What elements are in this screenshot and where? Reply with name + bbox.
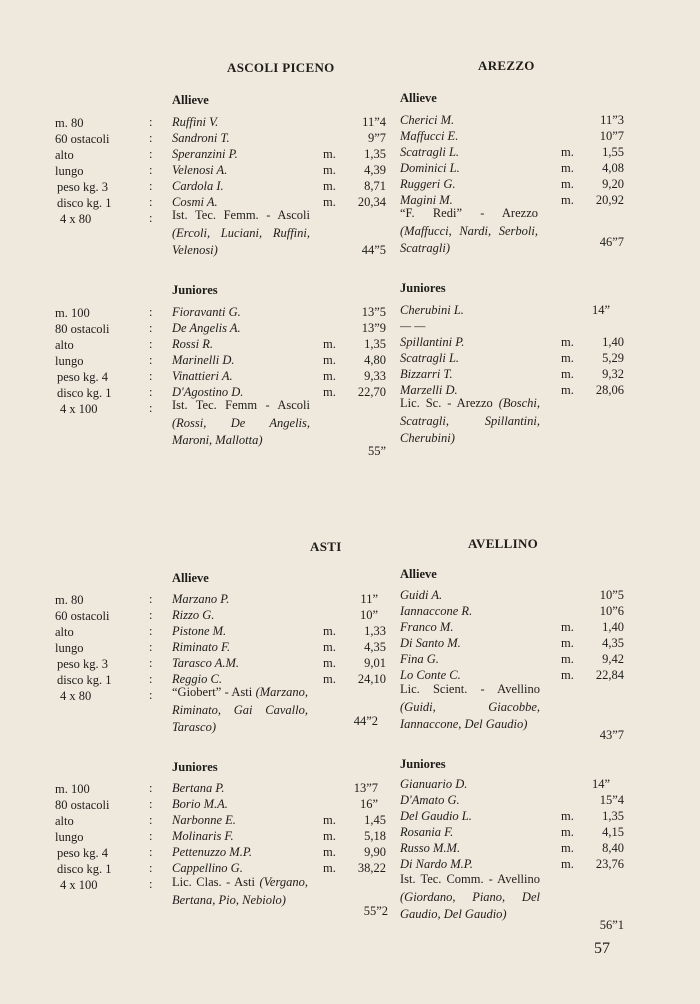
relay-team-name: Lic. Clas. - Asti: [172, 875, 255, 889]
colon-separator: :: [149, 369, 153, 383]
unit-label: m.: [561, 809, 574, 823]
unit-label: m.: [561, 668, 574, 682]
event-label: lungo: [55, 641, 84, 655]
province-heading-arezzo: AREZZO: [478, 58, 535, 73]
relay-team: [172, 684, 308, 737]
category-heading: Juniores: [400, 757, 446, 771]
event-label: alto: [55, 338, 74, 352]
athlete-name: Spillantini P.: [400, 335, 465, 349]
result-value: 9,33: [364, 369, 386, 383]
athlete-name: Bizzarri T.: [400, 367, 453, 381]
event-label: lungo: [55, 830, 84, 844]
unit-label: m.: [561, 193, 574, 207]
colon-separator: :: [149, 321, 153, 335]
result-value: 14”: [591, 777, 610, 791]
athlete-name: Rosania F.: [400, 825, 454, 839]
relay-team: [172, 207, 310, 260]
athlete-name: Velenosi A.: [172, 163, 228, 177]
result-value: 4,35: [602, 636, 624, 650]
unit-label: m.: [323, 353, 336, 367]
result-value: 14”: [591, 303, 610, 317]
event-label: m. 80: [55, 116, 84, 130]
athlete-name: Maffucci E.: [400, 129, 459, 143]
colon-separator: :: [149, 211, 153, 225]
colon-separator: :: [149, 640, 153, 654]
result-value: 1,45: [364, 813, 386, 827]
result-value: 10”7: [599, 129, 624, 143]
athlete-name: Cardola I.: [172, 179, 224, 193]
result-value: 9,32: [602, 367, 624, 381]
relay-team-name: Ist. Tec. Comm. - Avellino: [400, 872, 540, 886]
relay-team-name: “F. Redi” - Arezzo: [400, 206, 538, 220]
athlete-name: Ruffini V.: [172, 115, 219, 129]
event-label: lungo: [55, 164, 84, 178]
result-value: 1,35: [602, 809, 624, 823]
athlete-name: Marzano P.: [172, 592, 230, 606]
athlete-name: Guidi A.: [400, 588, 443, 602]
result-value: 8,71: [364, 179, 386, 193]
unit-label: m.: [323, 179, 336, 193]
athlete-name: Rizzo G.: [172, 608, 215, 622]
result-value: 9”7: [367, 131, 386, 145]
relay-members: (Rossi, De Angelis, Maroni, Mallotta): [172, 415, 310, 447]
result-value: 9,01: [364, 656, 386, 670]
result-value: 11”3: [600, 113, 624, 127]
unit-label: m.: [561, 351, 574, 365]
result-value: 23,76: [595, 857, 624, 871]
athlete-name: Fioravanti G.: [172, 305, 241, 319]
relay-team: [400, 871, 540, 924]
colon-separator: :: [149, 353, 153, 367]
athlete-name: Borio M.A.: [172, 797, 228, 811]
athlete-name: De Angelis A.: [172, 321, 241, 335]
event-label: 4 x 80: [60, 212, 92, 226]
relay-members: (Maffucci, Nardi, Serboli, Scatragli): [400, 223, 538, 255]
result-value: 4,15: [602, 825, 624, 839]
result-value: 9,42: [602, 652, 624, 666]
relay-team-name: Lic. Scient. - Avellino: [400, 682, 540, 696]
colon-separator: :: [149, 861, 153, 875]
unit-label: m.: [561, 620, 574, 634]
athlete-name: Iannaccone R.: [400, 604, 473, 618]
result-value: 13”9: [361, 321, 386, 335]
unit-label: m.: [561, 367, 574, 381]
unit-label: m.: [323, 672, 336, 686]
result-value: 22,70: [357, 385, 386, 399]
result-value: 4,08: [602, 161, 624, 175]
relay-members: (Giordano, Piano, Del Gaudio, Del Gaudio): [400, 889, 540, 921]
result-value: 10”6: [599, 604, 624, 618]
unit-label: m.: [561, 335, 574, 349]
colon-separator: :: [149, 845, 153, 859]
athlete-name: Sandroni T.: [172, 131, 230, 145]
relay-team-name: “Giobert” - Asti: [172, 685, 253, 699]
relay-team: [172, 397, 310, 450]
athlete-name: Bertana P.: [172, 781, 225, 795]
unit-label: m.: [561, 383, 574, 397]
event-label: peso kg. 3: [57, 657, 109, 671]
unit-label: m.: [561, 177, 574, 191]
category-heading: Allieve: [400, 567, 437, 581]
category-heading: Juniores: [172, 760, 218, 774]
relay-team: [400, 681, 540, 734]
result-value: 15”4: [599, 793, 624, 807]
result-value: 38,22: [357, 861, 386, 875]
colon-separator: :: [149, 401, 153, 415]
athlete-name: Scatragli L.: [400, 145, 460, 159]
result-value: 20,92: [595, 193, 624, 207]
unit-label: m.: [561, 636, 574, 650]
unit-label: m.: [561, 841, 574, 855]
athlete-name: Molinaris F.: [172, 829, 234, 843]
relay-result: 44”5: [361, 243, 386, 257]
relay-result: 55”: [367, 444, 386, 458]
relay-result: 56”1: [599, 918, 624, 932]
athlete-name: Marzelli D.: [400, 383, 458, 397]
unit-label: m.: [323, 813, 336, 827]
category-heading: Allieve: [172, 93, 209, 107]
category-heading: Juniores: [172, 283, 218, 297]
result-value: 4,80: [364, 353, 386, 367]
event-label: disco kg. 1: [57, 673, 112, 687]
result-value: 16”: [359, 797, 378, 811]
relay-team: [400, 205, 538, 258]
colon-separator: :: [149, 797, 153, 811]
result-value: 10”5: [599, 588, 624, 602]
event-label: alto: [55, 814, 74, 828]
colon-separator: :: [149, 656, 153, 670]
result-value: 28,06: [595, 383, 624, 397]
relay-members: (Boschi, Scatragli, Spillantini, Cherubini): [400, 396, 541, 445]
colon-separator: :: [149, 877, 153, 891]
unit-label: m.: [323, 829, 336, 843]
result-value: 1,35: [364, 337, 386, 351]
unit-label: m.: [323, 385, 336, 399]
colon-separator: :: [149, 781, 153, 795]
page-number: 57: [594, 940, 610, 957]
athlete-name: Russo M.M.: [400, 841, 461, 855]
athlete-name: Cherici M.: [400, 113, 455, 127]
relay-team-name: Ist. Tec. Femm. - Ascoli: [172, 208, 310, 222]
event-label: 4 x 100: [60, 878, 98, 892]
athlete-name: Di Nardo M.P.: [400, 857, 473, 871]
athlete-name: Magini M.: [400, 193, 453, 207]
relay-result: 46”7: [599, 235, 624, 249]
result-value: 4,35: [364, 640, 386, 654]
athlete-name: Gianuario D.: [400, 777, 468, 791]
athlete-name: Narbonne E.: [172, 813, 236, 827]
unit-label: m.: [323, 861, 336, 875]
colon-separator: :: [149, 672, 153, 686]
category-heading: Juniores: [400, 281, 446, 295]
result-value: 1,40: [602, 335, 624, 349]
relay-team: [172, 874, 308, 909]
result-value: 1,35: [364, 147, 386, 161]
colon-separator: :: [149, 608, 153, 622]
colon-separator: :: [149, 337, 153, 351]
athlete-name: Speranzini P.: [172, 147, 238, 161]
province-heading-asti: ASTI: [310, 539, 342, 554]
colon-separator: :: [149, 592, 153, 606]
unit-label: m.: [323, 845, 336, 859]
category-heading: Allieve: [172, 571, 209, 585]
athlete-name: Cappellino G.: [172, 861, 243, 875]
athlete-name: Del Gaudio L.: [400, 809, 472, 823]
athlete-name: D'Amato G.: [400, 793, 460, 807]
result-value: 10”: [359, 608, 378, 622]
event-label: m. 80: [55, 593, 84, 607]
result-value: 1,40: [602, 620, 624, 634]
unit-label: m.: [561, 652, 574, 666]
unit-label: m.: [323, 337, 336, 351]
athlete-name: Cherubini L.: [400, 303, 464, 317]
event-label: disco kg. 1: [57, 862, 112, 876]
unit-label: m.: [323, 640, 336, 654]
relay-members: (Marzano, Riminato, Gai Cavallo, Tarasco): [172, 685, 309, 734]
unit-label: m.: [561, 161, 574, 175]
athlete-name: Cosmi A.: [172, 195, 218, 209]
athlete-name: Ruggeri G.: [400, 177, 456, 191]
result-value: 1,33: [364, 624, 386, 638]
unit-label: m.: [561, 825, 574, 839]
unit-label: m.: [323, 624, 336, 638]
colon-separator: :: [149, 813, 153, 827]
unit-label: m.: [323, 656, 336, 670]
result-value: 20,34: [357, 195, 386, 209]
event-label: 4 x 80: [60, 689, 92, 703]
athlete-name: Marinelli D.: [172, 353, 235, 367]
result-value: 5,29: [602, 351, 624, 365]
colon-separator: :: [149, 624, 153, 638]
athlete-name: Scatragli L.: [400, 351, 460, 365]
colon-separator: :: [149, 829, 153, 843]
event-label: 60 ostacoli: [55, 609, 110, 623]
relay-members: (Guidi, Giacobbe, Iannaccone, Del Gaudio): [400, 699, 540, 731]
relay-result: 55”2: [363, 904, 388, 918]
unit-label: m.: [323, 163, 336, 177]
event-label: peso kg. 4: [57, 846, 109, 860]
result-value: 9,20: [602, 177, 624, 191]
result-value: 11”: [360, 592, 378, 606]
colon-separator: :: [149, 195, 153, 209]
event-label: 80 ostacoli: [55, 798, 110, 812]
athlete-name: Tarasco A.M.: [172, 656, 240, 670]
event-label: lungo: [55, 354, 84, 368]
relay-team-name: Lic. Sc. - Arezzo: [400, 396, 493, 410]
province-heading-ascoli-piceno: ASCOLI PICENO: [227, 60, 335, 75]
relay-members: (Ercoli, Luciani, Ruffini, Velenosi): [172, 225, 310, 257]
colon-separator: :: [149, 131, 153, 145]
athlete-name: Fina G.: [400, 652, 439, 666]
relay-team: [400, 395, 540, 448]
event-label: 4 x 100: [60, 402, 98, 416]
athlete-name: Reggio C.: [172, 672, 222, 686]
result-value: 11”4: [362, 115, 386, 129]
event-label: 80 ostacoli: [55, 322, 110, 336]
colon-separator: :: [149, 385, 153, 399]
result-value: 13”7: [353, 781, 378, 795]
result-value: 1,55: [602, 145, 624, 159]
relay-result: 44”2: [353, 714, 378, 728]
athlete-name: — —: [400, 319, 426, 333]
event-label: alto: [55, 625, 74, 639]
athlete-name: Franco M.: [400, 620, 454, 634]
colon-separator: :: [149, 305, 153, 319]
event-label: disco kg. 1: [57, 386, 112, 400]
unit-label: m.: [323, 195, 336, 209]
colon-separator: :: [149, 688, 153, 702]
event-label: peso kg. 3: [57, 180, 109, 194]
athlete-name: D'Agostino D.: [172, 385, 244, 399]
unit-label: m.: [561, 857, 574, 871]
colon-separator: :: [149, 115, 153, 129]
athlete-name: Vinattieri A.: [172, 369, 233, 383]
unit-label: m.: [323, 369, 336, 383]
unit-label: m.: [561, 145, 574, 159]
athlete-name: Pettenuzzo M.P.: [172, 845, 252, 859]
event-label: peso kg. 4: [57, 370, 109, 384]
result-value: 4,39: [364, 163, 386, 177]
event-label: alto: [55, 148, 74, 162]
relay-result: 43”7: [599, 728, 624, 742]
athlete-name: Rossi R.: [172, 337, 213, 351]
colon-separator: :: [149, 147, 153, 161]
province-heading-avellino: AVELLINO: [468, 536, 539, 551]
result-value: 8,40: [602, 841, 624, 855]
athlete-name: Riminato F.: [172, 640, 231, 654]
result-value: 9,90: [364, 845, 386, 859]
event-label: 60 ostacoli: [55, 132, 110, 146]
relay-team-name: Ist. Tec. Femm - Ascoli: [172, 398, 310, 412]
category-heading: Allieve: [400, 91, 437, 105]
athlete-name: Lo Conte C.: [400, 668, 461, 682]
colon-separator: :: [149, 163, 153, 177]
result-value: 24,10: [357, 672, 386, 686]
athlete-name: Di Santo M.: [400, 636, 461, 650]
result-value: 5,18: [364, 829, 386, 843]
unit-label: m.: [323, 147, 336, 161]
result-value: 22,84: [595, 668, 624, 682]
athlete-name: Pistone M.: [172, 624, 227, 638]
event-label: m. 100: [55, 782, 90, 796]
relay-members: (Vergano, Bertana, Pio, Nebiolo): [172, 875, 308, 907]
result-value: 13”5: [361, 305, 386, 319]
athlete-name: Dominici L.: [400, 161, 460, 175]
event-label: disco kg. 1: [57, 196, 112, 210]
colon-separator: :: [149, 179, 153, 193]
event-label: m. 100: [55, 306, 90, 320]
